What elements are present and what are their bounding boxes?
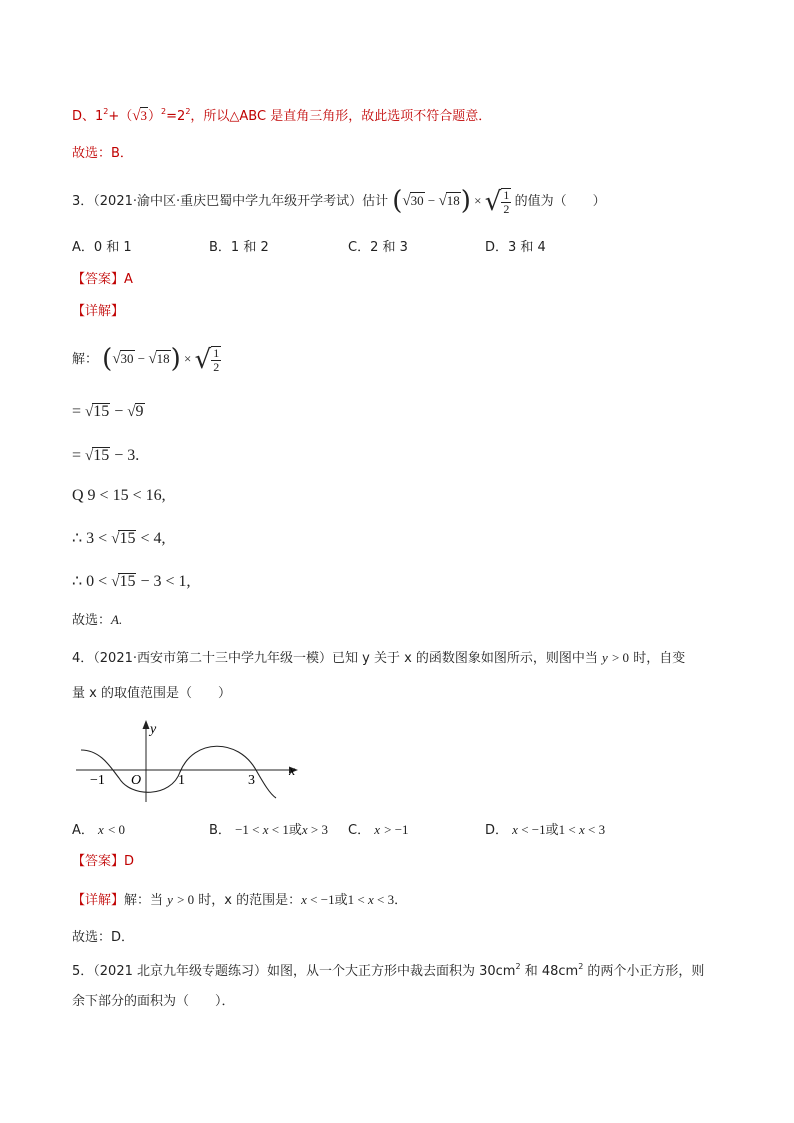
q5-stem-line2: 余下部分的面积为（ ）． <box>72 994 235 1009</box>
q4-answer-value: D <box>124 854 135 869</box>
q3-answer-tag: 【答案】 <box>72 272 125 287</box>
q3-answer <box>72 270 133 290</box>
q4-options <box>72 820 605 841</box>
q3-step-4: ∴ 3 < √15 < 4, <box>72 530 166 547</box>
q3-solution-intro: 解： (√30 − √18) × √ $\frac{1}{2}$ <box>72 344 220 376</box>
q3-expression: (√30 − √18) × √ $\frac{1}{2}$ <box>392 186 510 218</box>
q4-option-d: D． x < −1或1 < x < 3 <box>485 822 606 838</box>
q3-solution-label: 解： <box>72 352 99 367</box>
q3-step-3: Q 9 < 15 < 16, <box>72 487 166 504</box>
q4-answer <box>72 852 134 872</box>
y-axis-label: y <box>150 722 157 737</box>
q4-option-a: A． x < 0 <box>72 822 126 838</box>
q3-option-a: A．0 和 1 <box>72 240 132 255</box>
q4-answer-tag: 【答案】 <box>72 854 125 869</box>
q3-step-2: = √15 − 3. <box>72 447 140 464</box>
q3-option-d: D．3 和 4 <box>485 240 546 255</box>
q2-option-d-explanation: D、$1^2+(√3)^2=2^2$，所以△ABC 是直角三角形，故此选项不符合题意． <box>72 107 492 124</box>
q4-stem-line1: 4．（2021·西安市第二十三中学九年级一模）已知 y 关于 x 的函数图象如图所示，则图中当 y > 0 时，自变 <box>72 650 686 666</box>
q3-stem-suffix: 的值为（ ） <box>514 194 606 209</box>
y-axis-arrow-icon <box>143 720 150 729</box>
tick-label-one: 1 <box>178 773 185 788</box>
q4-function-graph <box>76 718 306 802</box>
q3-choose: 故选：A. <box>72 612 123 628</box>
q3-step-1: = √15 − √9 <box>72 403 144 420</box>
q4-detail-tag: 【详解】 <box>72 893 125 908</box>
q3-stem-prefix: 3．（2021·渝中区·重庆巴蜀中学九年级开学考试）估计 <box>72 194 389 209</box>
q4-choose: 故选：D． <box>72 930 135 945</box>
origin-label: O <box>131 773 142 788</box>
x-axis-label: x <box>289 764 296 779</box>
q3-stem <box>72 186 606 217</box>
q3-options <box>72 238 546 258</box>
q3-answer-value: A <box>124 272 133 287</box>
q4-detail: 【详解】解：当 y > 0 时，x 的范围是：x < −1或1 < x < 3． <box>72 892 408 908</box>
q2-choose: 故选：B． <box>72 146 133 161</box>
tick-label-neg-one: −1 <box>90 773 105 788</box>
q3-option-b: B．1 和 2 <box>209 240 269 255</box>
q3-detail-tag: 【详解】 <box>72 304 125 319</box>
q4-option-b: B． −1 < x < 1或x > 3 <box>209 822 328 838</box>
tick-label-three: 3 <box>248 773 255 788</box>
q4-stem-line2: 量 x 的取值范围是（ ） <box>72 686 231 701</box>
q3-step-5: ∴ 0 < √15 − 3 < 1, <box>72 573 191 590</box>
q4-option-c: C． x > −1 <box>348 822 409 838</box>
q3-option-c: C．2 和 3 <box>348 240 408 255</box>
q5-stem-line1: 5．（2021 北京九年级专题练习）如图，从一个大正方形中裁去面积为 $30cm^2$ 和 $48cm^2$ 的两个小正方形，则 <box>72 962 705 979</box>
